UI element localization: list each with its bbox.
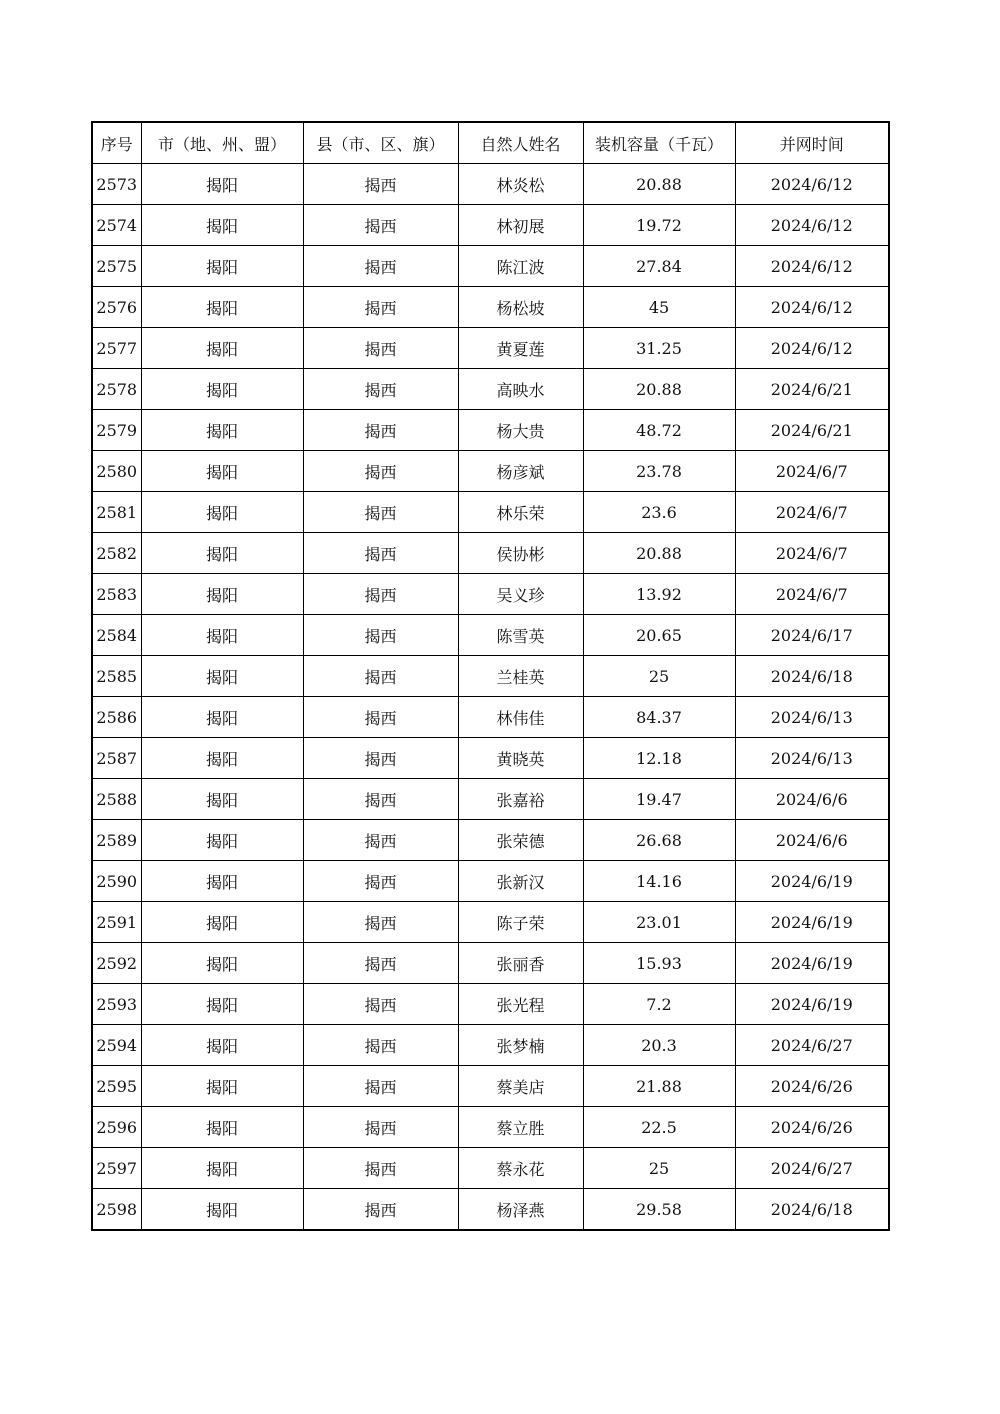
cell-city: 揭阳 <box>141 574 303 615</box>
cell-county: 揭西 <box>303 902 458 943</box>
cell-name: 陈雪英 <box>458 615 583 656</box>
cell-county: 揭西 <box>303 574 458 615</box>
cell-name: 陈子荣 <box>458 902 583 943</box>
header-county: 县（市、区、旗） <box>303 122 458 164</box>
table-row <box>92 164 889 205</box>
cell-date: 2024/6/26 <box>735 1107 889 1148</box>
cell-date: 2024/6/7 <box>735 533 889 574</box>
cell-seq: 2581 <box>92 492 141 533</box>
cell-city: 揭阳 <box>141 1025 303 1066</box>
cell-name: 蔡美店 <box>458 1066 583 1107</box>
cell-date: 2024/6/21 <box>735 369 889 410</box>
cell-capacity: 7.2 <box>583 984 735 1025</box>
cell-county: 揭西 <box>303 984 458 1025</box>
table-row <box>92 492 889 533</box>
cell-county: 揭西 <box>303 246 458 287</box>
table-row <box>92 369 889 410</box>
table-row <box>92 984 889 1025</box>
table-row <box>92 779 889 820</box>
table-row <box>92 328 889 369</box>
cell-date: 2024/6/18 <box>735 1189 889 1231</box>
cell-city: 揭阳 <box>141 902 303 943</box>
table-row <box>92 205 889 246</box>
cell-name: 张嘉裕 <box>458 779 583 820</box>
header-city: 市（地、州、盟） <box>141 122 303 164</box>
cell-date: 2024/6/19 <box>735 861 889 902</box>
cell-date: 2024/6/7 <box>735 492 889 533</box>
cell-seq: 2588 <box>92 779 141 820</box>
cell-capacity: 20.88 <box>583 533 735 574</box>
header-seq: 序号 <box>92 122 141 164</box>
cell-county: 揭西 <box>303 779 458 820</box>
table-row <box>92 1107 889 1148</box>
cell-capacity: 14.16 <box>583 861 735 902</box>
cell-date: 2024/6/13 <box>735 738 889 779</box>
table-row <box>92 451 889 492</box>
table-row <box>92 738 889 779</box>
cell-date: 2024/6/27 <box>735 1148 889 1189</box>
cell-name: 杨彦斌 <box>458 451 583 492</box>
cell-seq: 2590 <box>92 861 141 902</box>
cell-city: 揭阳 <box>141 451 303 492</box>
cell-name: 黄晓英 <box>458 738 583 779</box>
cell-date: 2024/6/27 <box>735 1025 889 1066</box>
cell-name: 张梦楠 <box>458 1025 583 1066</box>
cell-county: 揭西 <box>303 492 458 533</box>
cell-seq: 2586 <box>92 697 141 738</box>
cell-seq: 2593 <box>92 984 141 1025</box>
cell-date: 2024/6/19 <box>735 984 889 1025</box>
cell-name: 杨松坡 <box>458 287 583 328</box>
table-row <box>92 615 889 656</box>
cell-name: 张荣德 <box>458 820 583 861</box>
cell-city: 揭阳 <box>141 533 303 574</box>
cell-date: 2024/6/21 <box>735 410 889 451</box>
cell-capacity: 84.37 <box>583 697 735 738</box>
cell-name: 蔡立胜 <box>458 1107 583 1148</box>
cell-seq: 2589 <box>92 820 141 861</box>
table-header-row <box>92 122 889 164</box>
cell-capacity: 26.68 <box>583 820 735 861</box>
cell-county: 揭西 <box>303 820 458 861</box>
header-capacity: 装机容量（千瓦） <box>583 122 735 164</box>
cell-seq: 2580 <box>92 451 141 492</box>
cell-name: 林伟佳 <box>458 697 583 738</box>
cell-name: 兰桂英 <box>458 656 583 697</box>
cell-county: 揭西 <box>303 533 458 574</box>
cell-name: 林炎松 <box>458 164 583 205</box>
cell-capacity: 20.88 <box>583 164 735 205</box>
cell-city: 揭阳 <box>141 656 303 697</box>
table-row <box>92 697 889 738</box>
cell-name: 侯协彬 <box>458 533 583 574</box>
cell-capacity: 25 <box>583 656 735 697</box>
cell-county: 揭西 <box>303 1189 458 1231</box>
cell-city: 揭阳 <box>141 738 303 779</box>
cell-city: 揭阳 <box>141 615 303 656</box>
cell-city: 揭阳 <box>141 1107 303 1148</box>
cell-date: 2024/6/12 <box>735 287 889 328</box>
cell-city: 揭阳 <box>141 1066 303 1107</box>
cell-seq: 2585 <box>92 656 141 697</box>
cell-city: 揭阳 <box>141 943 303 984</box>
cell-capacity: 23.6 <box>583 492 735 533</box>
cell-date: 2024/6/26 <box>735 1066 889 1107</box>
cell-capacity: 31.25 <box>583 328 735 369</box>
cell-seq: 2576 <box>92 287 141 328</box>
cell-capacity: 22.5 <box>583 1107 735 1148</box>
table-row <box>92 861 889 902</box>
cell-county: 揭西 <box>303 738 458 779</box>
cell-name: 张新汉 <box>458 861 583 902</box>
cell-name: 陈江波 <box>458 246 583 287</box>
table-row <box>92 574 889 615</box>
cell-seq: 2578 <box>92 369 141 410</box>
cell-city: 揭阳 <box>141 779 303 820</box>
cell-seq: 2597 <box>92 1148 141 1189</box>
cell-seq: 2584 <box>92 615 141 656</box>
cell-date: 2024/6/12 <box>735 164 889 205</box>
cell-capacity: 13.92 <box>583 574 735 615</box>
cell-county: 揭西 <box>303 615 458 656</box>
cell-county: 揭西 <box>303 328 458 369</box>
cell-name: 吴义珍 <box>458 574 583 615</box>
cell-date: 2024/6/18 <box>735 656 889 697</box>
cell-county: 揭西 <box>303 451 458 492</box>
cell-capacity: 20.3 <box>583 1025 735 1066</box>
cell-date: 2024/6/7 <box>735 451 889 492</box>
cell-county: 揭西 <box>303 697 458 738</box>
cell-city: 揭阳 <box>141 1148 303 1189</box>
cell-seq: 2573 <box>92 164 141 205</box>
cell-date: 2024/6/7 <box>735 574 889 615</box>
cell-name: 林乐荣 <box>458 492 583 533</box>
cell-capacity: 48.72 <box>583 410 735 451</box>
cell-city: 揭阳 <box>141 328 303 369</box>
table-row <box>92 287 889 328</box>
cell-capacity: 21.88 <box>583 1066 735 1107</box>
cell-seq: 2591 <box>92 902 141 943</box>
cell-capacity: 23.01 <box>583 902 735 943</box>
header-name: 自然人姓名 <box>458 122 583 164</box>
cell-date: 2024/6/19 <box>735 943 889 984</box>
cell-county: 揭西 <box>303 1066 458 1107</box>
cell-seq: 2577 <box>92 328 141 369</box>
table-row <box>92 1066 889 1107</box>
cell-city: 揭阳 <box>141 287 303 328</box>
cell-county: 揭西 <box>303 656 458 697</box>
table-row <box>92 1148 889 1189</box>
cell-seq: 2596 <box>92 1107 141 1148</box>
table-row <box>92 410 889 451</box>
cell-city: 揭阳 <box>141 1189 303 1231</box>
cell-city: 揭阳 <box>141 205 303 246</box>
cell-county: 揭西 <box>303 410 458 451</box>
cell-name: 蔡永花 <box>458 1148 583 1189</box>
cell-city: 揭阳 <box>141 369 303 410</box>
cell-seq: 2574 <box>92 205 141 246</box>
cell-city: 揭阳 <box>141 492 303 533</box>
cell-seq: 2587 <box>92 738 141 779</box>
cell-capacity: 20.88 <box>583 369 735 410</box>
cell-county: 揭西 <box>303 1148 458 1189</box>
cell-name: 杨大贵 <box>458 410 583 451</box>
cell-seq: 2595 <box>92 1066 141 1107</box>
cell-capacity: 27.84 <box>583 246 735 287</box>
cell-capacity: 23.78 <box>583 451 735 492</box>
cell-seq: 2598 <box>92 1189 141 1231</box>
cell-name: 张光程 <box>458 984 583 1025</box>
cell-date: 2024/6/13 <box>735 697 889 738</box>
cell-seq: 2583 <box>92 574 141 615</box>
cell-city: 揭阳 <box>141 984 303 1025</box>
table-row <box>92 820 889 861</box>
cell-seq: 2579 <box>92 410 141 451</box>
cell-seq: 2582 <box>92 533 141 574</box>
cell-name: 黄夏莲 <box>458 328 583 369</box>
cell-capacity: 29.58 <box>583 1189 735 1231</box>
table-body <box>92 164 889 1231</box>
cell-seq: 2575 <box>92 246 141 287</box>
cell-city: 揭阳 <box>141 861 303 902</box>
cell-date: 2024/6/17 <box>735 615 889 656</box>
cell-seq: 2592 <box>92 943 141 984</box>
cell-seq: 2594 <box>92 1025 141 1066</box>
cell-name: 张丽香 <box>458 943 583 984</box>
cell-capacity: 25 <box>583 1148 735 1189</box>
cell-city: 揭阳 <box>141 820 303 861</box>
table-row <box>92 1189 889 1231</box>
cell-name: 高映水 <box>458 369 583 410</box>
table-row <box>92 656 889 697</box>
cell-capacity: 15.93 <box>583 943 735 984</box>
table-row <box>92 943 889 984</box>
cell-county: 揭西 <box>303 1025 458 1066</box>
cell-city: 揭阳 <box>141 246 303 287</box>
cell-county: 揭西 <box>303 1107 458 1148</box>
table-row <box>92 533 889 574</box>
table-row <box>92 246 889 287</box>
cell-date: 2024/6/12 <box>735 205 889 246</box>
cell-capacity: 45 <box>583 287 735 328</box>
cell-capacity: 12.18 <box>583 738 735 779</box>
cell-city: 揭阳 <box>141 164 303 205</box>
cell-capacity: 19.72 <box>583 205 735 246</box>
cell-date: 2024/6/6 <box>735 820 889 861</box>
cell-county: 揭西 <box>303 861 458 902</box>
cell-county: 揭西 <box>303 287 458 328</box>
cell-name: 林初展 <box>458 205 583 246</box>
installation-table <box>91 121 890 1231</box>
cell-capacity: 19.47 <box>583 779 735 820</box>
cell-date: 2024/6/6 <box>735 779 889 820</box>
cell-county: 揭西 <box>303 369 458 410</box>
table-row <box>92 1025 889 1066</box>
cell-date: 2024/6/12 <box>735 246 889 287</box>
header-date: 并网时间 <box>735 122 889 164</box>
cell-county: 揭西 <box>303 164 458 205</box>
table-row <box>92 902 889 943</box>
cell-date: 2024/6/12 <box>735 328 889 369</box>
cell-name: 杨泽燕 <box>458 1189 583 1231</box>
cell-date: 2024/6/19 <box>735 902 889 943</box>
cell-city: 揭阳 <box>141 697 303 738</box>
cell-county: 揭西 <box>303 205 458 246</box>
cell-capacity: 20.65 <box>583 615 735 656</box>
cell-county: 揭西 <box>303 943 458 984</box>
cell-city: 揭阳 <box>141 410 303 451</box>
